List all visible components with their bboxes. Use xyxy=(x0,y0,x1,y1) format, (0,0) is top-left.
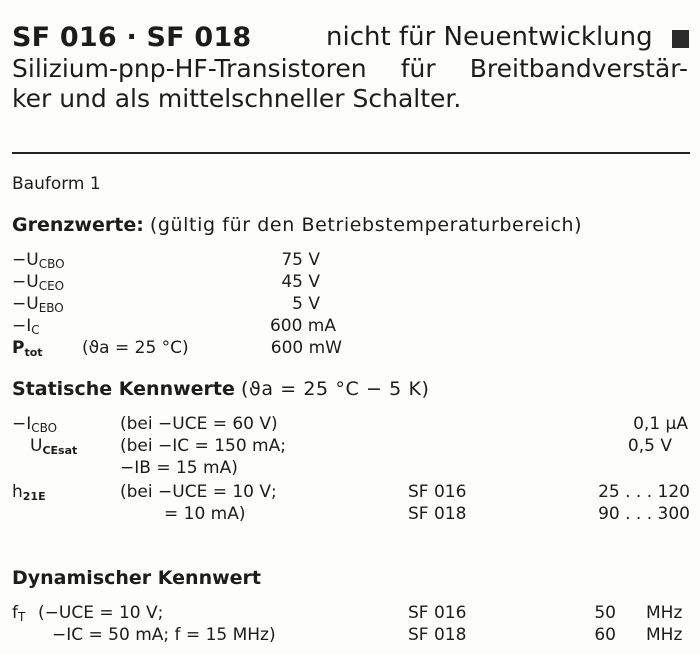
statische-heading xyxy=(12,378,430,400)
value-ptot: 600 mW xyxy=(270,338,342,358)
status-note: nicht für Neuentwicklung xyxy=(326,22,653,52)
unit-ft-sf018: MHz xyxy=(646,625,683,645)
condition-ptot: (ϑa = 25 °C) xyxy=(82,338,189,358)
symbol-icbo: $-I_{CBO}$ xyxy=(12,414,58,435)
divider xyxy=(12,152,690,154)
value-ucbo: 75 V xyxy=(281,250,320,270)
condition-ucesat-2: −IB = 15 mA) xyxy=(120,458,238,478)
grenzwerte-note: (gültig für den Betriebstemperaturbereich) xyxy=(149,214,583,236)
value-h21e-sf016: 25 . . . 120 xyxy=(598,482,690,502)
value-ucesat: 0,5 V xyxy=(627,436,672,456)
subtitle-line-1: Silizium-pnp-HF-Transistoren für Breitbandverstär- xyxy=(12,54,688,83)
value-uebo: 5 V xyxy=(292,294,320,314)
type-sf016-h21e: SF 016 xyxy=(408,482,467,502)
value-ft-sf018: 60 xyxy=(594,625,616,645)
symbol-uebo: $-U_{EBO}$ xyxy=(12,294,64,315)
symbol-ft: $f_T$ xyxy=(12,603,26,624)
black-square-icon xyxy=(672,30,689,48)
condition-h21e-1: (bei −UCE = 10 V; xyxy=(120,482,277,502)
unit-ft-sf016: MHz xyxy=(646,603,683,623)
symbol-ptot: Ptot xyxy=(12,338,43,359)
statische-condition: (ϑa = 25 °C − 5 K) xyxy=(240,378,430,400)
value-icbo: 0,1 µA xyxy=(633,414,688,434)
dynamisch-heading: Dynamischer Kennwert xyxy=(12,567,262,589)
symbol-uceo: $-U_{CEO}$ xyxy=(12,272,65,293)
value-ic: 600 mA xyxy=(269,316,336,336)
type-sf016-ft: SF 016 xyxy=(408,603,467,623)
subtitle-line-2: ker und als mittelschneller Schalter. xyxy=(12,84,462,113)
condition-ft-1: (−UCE = 10 V; xyxy=(38,603,164,623)
condition-ft-2: −IC = 50 mA; f = 15 MHz) xyxy=(52,625,276,645)
value-ft-sf016: 50 xyxy=(594,603,616,623)
statische-title: Statische Kennwerte xyxy=(12,378,235,400)
title: SF 016 · SF 018 xyxy=(12,22,252,53)
condition-ucesat-1: (bei −IC = 150 mA; xyxy=(120,436,286,456)
symbol-ucbo: $-U_{CBO}$ xyxy=(12,250,65,271)
symbol-ucesat: UCEsat xyxy=(30,436,78,457)
condition-h21e-2: = 10 mA) xyxy=(164,504,246,524)
condition-icbo: (bei −UCE = 60 V) xyxy=(120,414,278,434)
value-uceo: 45 V xyxy=(281,272,320,292)
bauform-label: Bauform 1 xyxy=(12,174,101,194)
grenzwerte-title: Grenzwerte: xyxy=(12,214,144,236)
grenzwerte-heading xyxy=(12,214,582,236)
value-h21e-sf018: 90 . . . 300 xyxy=(598,504,690,524)
symbol-h21e: h21E xyxy=(12,482,46,503)
type-sf018-h21e: SF 018 xyxy=(408,504,467,524)
type-sf018-ft: SF 018 xyxy=(408,625,467,645)
symbol-ic: $-I_C$ xyxy=(12,316,40,337)
